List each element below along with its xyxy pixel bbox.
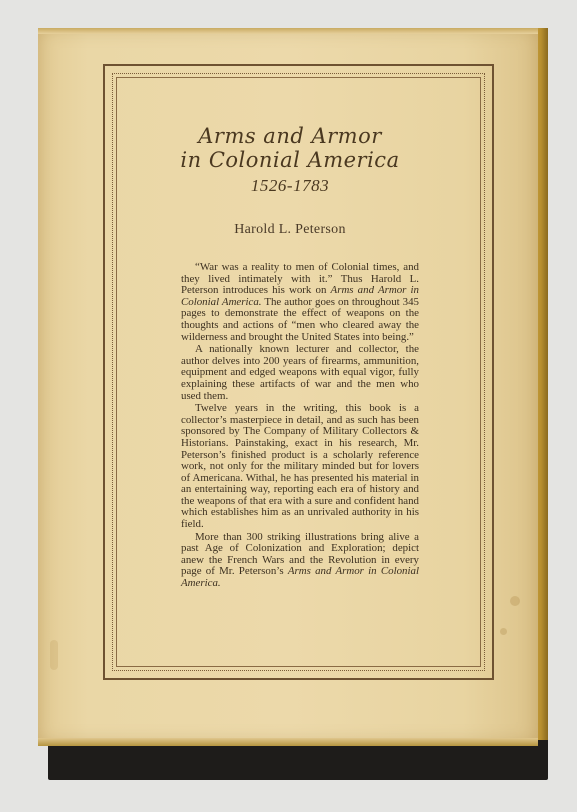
blurb-p4-text: More than 300 striking illustrations bring alive a past Age of Colonization and Exploration; depict anew the French Wars and the Revolution in every page of Mr. Peterson’s bbox=[181, 530, 419, 578]
book-title-line1: Arms and Armor bbox=[198, 124, 382, 148]
blurb-p4-title: Arms and Armor in Colonial America. bbox=[181, 565, 419, 590]
blurb-paragraph-1 bbox=[181, 262, 419, 343]
blurb-p1-title: Arms and Armor in Colonial America. bbox=[181, 284, 419, 308]
jacket-top-edge bbox=[38, 28, 538, 34]
blurb-text bbox=[181, 262, 419, 591]
author-name: Harold L. Peterson bbox=[234, 222, 346, 237]
blurb-p1-text: “War was a reality to men of Colonial times, and they lived intimately with it.” Thus Harold L. Peterson introduces his work on bbox=[181, 261, 419, 297]
blurb-p1-text-cont: The author goes on throughout 345 pages to demonstrate the effect of weapons on the thoughts and actions of “men who cleared away the wilderness and brought the United States into being.” bbox=[181, 295, 419, 343]
stain-spot bbox=[510, 596, 520, 606]
jacket-bottom-edge bbox=[38, 738, 538, 746]
book-title-line2: in Colonial America bbox=[180, 148, 400, 172]
book-dates: 1526-1783 bbox=[250, 176, 330, 195]
blurb-paragraph-4 bbox=[181, 532, 419, 590]
stain-spot bbox=[500, 628, 507, 635]
blurb-paragraph-2: A nationally known lecturer and collector, the author delves into 200 years of firearms, ammunition, equipment and edged weapons with equal vigor, fully explaining these artifacts of war and the men who used them. bbox=[181, 343, 419, 402]
stain-spot bbox=[50, 640, 58, 670]
blurb-paragraph-3: Twelve years in the writing, this book is a collector’s masterpiece in detail, and as such has been sponsored by The Company of Military Collectors & Historians. Painstaking, exact in his research, Mr. Peterson’s finished product is a scholarly reference work, not only for the military minded but for lovers of Americana. Withal, he has presented his material in an entertaining way, reporting each era of history and the weapons of that era with a sure and confident hand which establishes him as an unrivaled authority in his field. bbox=[181, 402, 419, 531]
